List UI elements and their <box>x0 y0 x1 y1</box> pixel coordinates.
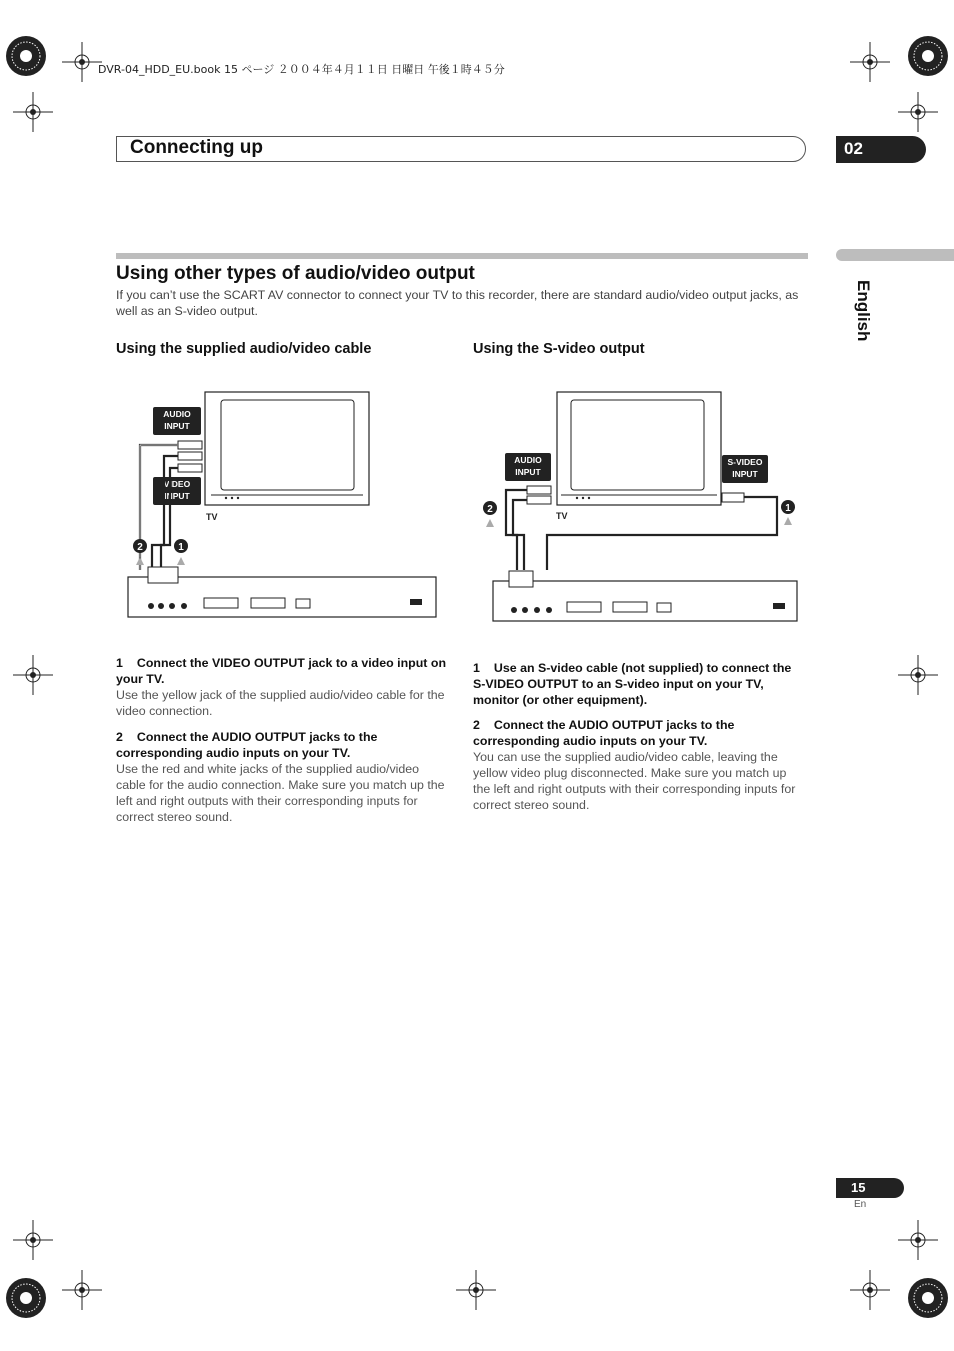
registration-mark-icon <box>898 92 938 132</box>
corner-starburst-icon <box>906 34 950 78</box>
audio-input-label-1: AUDIO <box>163 409 191 419</box>
section-rule <box>116 253 808 259</box>
step-body: Use the red and white jacks of the supplied audio/video cable for the audio connection. Make sure you match up the left and right outputs with their corresponding inputs for correct stereo sound. <box>116 762 445 824</box>
right-step-2 <box>473 717 807 813</box>
right-heading: Using the S-video output <box>473 341 645 357</box>
tv-screen <box>571 400 704 490</box>
tv-label: TV <box>556 511 568 521</box>
left-heading: Using the supplied audio/video cable <box>116 341 372 357</box>
registration-mark-icon <box>850 42 890 82</box>
registration-mark-icon <box>13 92 53 132</box>
tv-label: TV <box>206 512 218 522</box>
left-step-1 <box>116 655 450 719</box>
registration-mark-icon <box>898 1220 938 1260</box>
section-intro: If you can’t use the SCART AV connector to connect your TV to this recorder, there are standard audio/video output jacks, as well as an S-video output. <box>116 288 799 318</box>
registration-mark-icon <box>62 42 102 82</box>
corner-starburst-icon <box>906 1276 950 1320</box>
step-title: Connect the AUDIO OUTPUT jacks to the corresponding audio inputs on your TV. <box>116 730 378 760</box>
registration-mark-icon <box>898 655 938 695</box>
tv-screen <box>221 400 354 490</box>
registration-mark-icon <box>13 1220 53 1260</box>
step-number: 1 <box>116 656 123 670</box>
registration-mark-icon <box>456 1270 496 1310</box>
chapter-badge: 02 <box>836 136 926 163</box>
marker-2: 2 <box>487 504 493 515</box>
language-tab <box>836 249 954 261</box>
step-number: 1 <box>473 661 480 675</box>
right-step-1 <box>473 660 807 708</box>
step-number: 2 <box>116 730 123 744</box>
step-number: 2 <box>473 718 480 732</box>
print-info: DVR-04_HDD_EU.book 15 ページ ２００４年４月１１日 日曜日 午後１時４５分 <box>98 63 505 76</box>
marker-2: 2 <box>137 542 143 553</box>
page-language: En <box>854 1199 867 1210</box>
language-label: English <box>854 280 873 342</box>
audio-input-label-1: AUDIO <box>514 455 542 465</box>
audio-input-label-2: INPUT <box>515 467 541 477</box>
left-step-2 <box>116 729 450 825</box>
registration-mark-icon <box>62 1270 102 1310</box>
step-title: Use an S-video cable (not supplied) to connect the S-VIDEO OUTPUT to an S-video input on your TV, monitor (or other equipment). <box>473 661 792 707</box>
video-input-label-2: INPUT <box>164 491 190 501</box>
corner-starburst-icon <box>4 34 48 78</box>
step-body: Use the yellow jack of the supplied audio/video cable for the video connection. <box>116 688 445 718</box>
registration-mark-icon <box>850 1270 890 1310</box>
corner-starburst-icon <box>4 1276 48 1320</box>
step-body: You can use the supplied audio/video cable, leaving the yellow video plug disconnected. Make sure you match up the left and right outputs with their corresponding inputs for correct stereo sound. <box>473 750 796 812</box>
right-connection-diagram <box>473 385 807 625</box>
svideo-input-label-2: INPUT <box>732 469 758 479</box>
page-number-badge: 15 <box>836 1178 904 1198</box>
step-title: Connect the VIDEO OUTPUT jack to a video input on your TV. <box>116 656 447 686</box>
step-title: Connect the AUDIO OUTPUT jacks to the corresponding audio inputs on your TV. <box>473 718 735 748</box>
marker-1: 1 <box>178 542 184 553</box>
video-input-label-1: VIDEO <box>163 479 191 489</box>
svideo-input-label-1: S-VIDEO <box>727 457 763 467</box>
marker-1: 1 <box>785 503 791 514</box>
recorder-body <box>493 581 797 621</box>
section-title: Using other types of audio/video output <box>116 263 475 284</box>
left-connection-diagram <box>116 385 446 625</box>
registration-mark-icon <box>13 655 53 695</box>
header-title: Connecting up <box>130 137 263 158</box>
audio-input-label-2: INPUT <box>164 421 190 431</box>
